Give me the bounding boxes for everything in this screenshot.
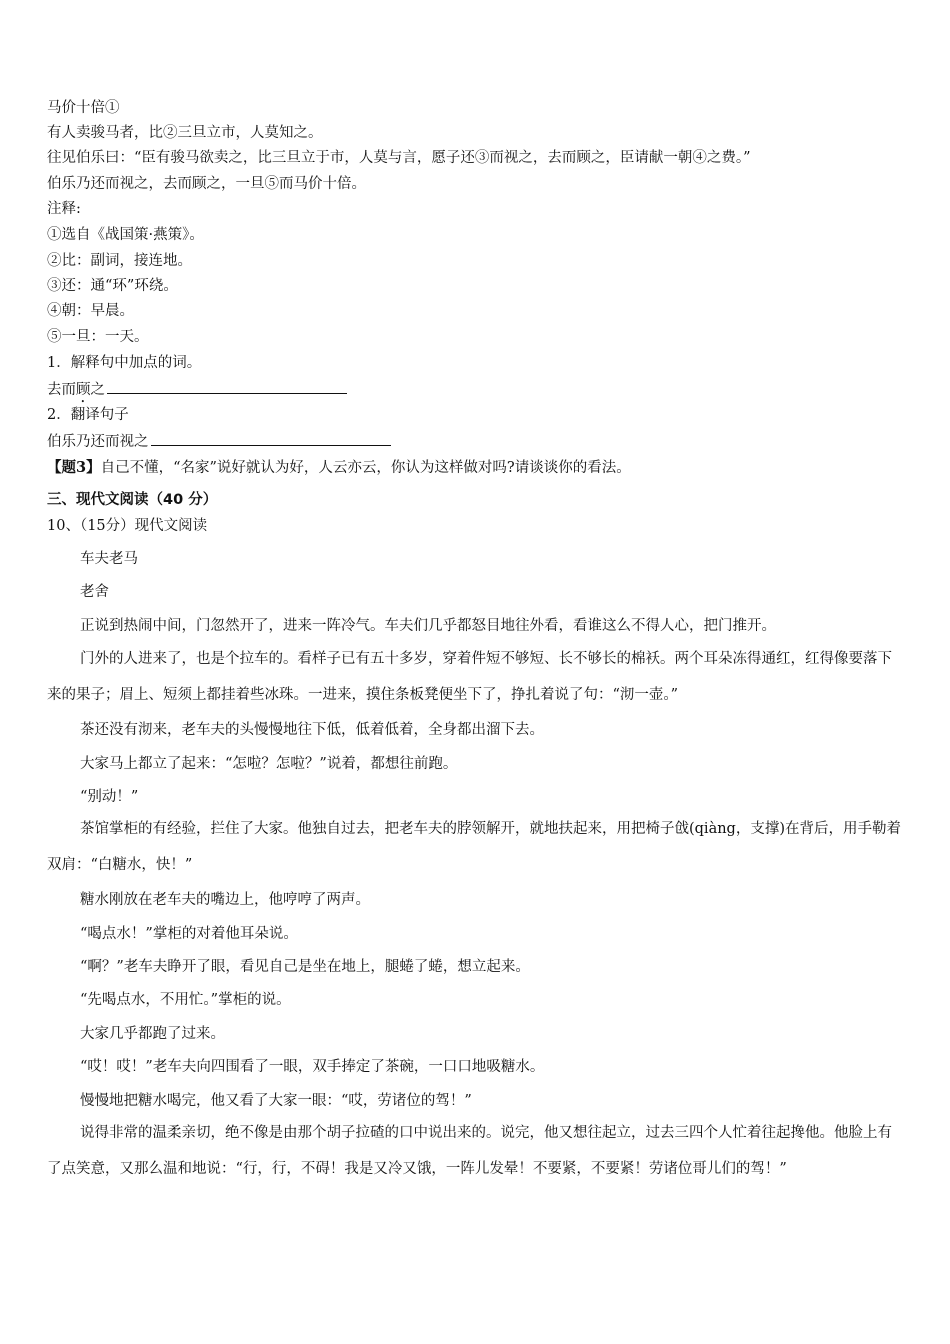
question-1-line [47,379,347,406]
classical-line-2: 往见伯乐曰：“臣有骏马欲卖之，比三旦立于市，人莫与言，愿子还③而视之，去而顾之，臣请献一朝④之费。” [47,150,751,166]
section-3-subheading: 10、（15分）现代文阅读 [47,518,208,534]
story-paragraph-3: 茶还没有沏来，老车夫的头慢慢地往下低，低着低着，全身都出溜下去。 [80,722,544,738]
question-3 [47,458,631,478]
story-paragraph-12: “哎！哎！”老车夫向四围看了一眼，双手捧定了茶碗，一口口地吸糖水。 [80,1059,545,1075]
story-paragraph-8: “喝点水！”掌柜的对着他耳朵说。 [80,926,298,942]
answer-blank-2[interactable] [151,431,391,446]
note-item-5: ⑤一旦：一天。 [47,329,149,345]
story-paragraph-2: 门外的人进来了，也是个拉车的。看样子已有五十多岁，穿着件短不够短、长不够长的棉袄。两个耳朵冻得通红，红得像要落下来的果子；眉上、短须上都挂着些冰珠。一进来，摸住条板凳便坐下了，挣扎着说了句：“沏一壶。” [47,651,892,703]
question-1-dotted-word: 顾 [76,382,91,398]
question-2-line [47,431,391,452]
question-1-label: 1．解释句中加点的词。 [47,355,202,371]
story-paragraph-10: “先喝点水，不用忙。”掌柜的说。 [80,992,291,1008]
story-paragraph-6: 茶馆掌柜的有经验，拦住了大家。他独自过去，把老车夫的脖领解开，就地扶起来，用把椅子戗(qiàng，支撑)在背后，用手勒着双肩：“白糖水，快！” [47,821,901,873]
classical-line-3: 伯乐乃还而视之，去而顾之，一旦⑤而马价十倍。 [47,176,366,192]
story-title: 车夫老马 [80,551,138,567]
story-author: 老舍 [80,584,109,600]
answer-blank-1[interactable] [107,379,347,394]
classical-line-1: 有人卖骏马者，比②三旦立市，人莫知之。 [47,125,323,141]
story-paragraph-7: 糖水刚放在老车夫的嘴边上，他哼哼了两声。 [80,892,370,908]
story-paragraph-5: “别动！” [80,789,139,805]
classical-title: 马价十倍① [47,100,120,116]
note-item-2: ②比：副词，接连地。 [47,253,192,269]
question-3-text: 自己不懂，“名家”说好就认为好，人云亦云，你认为这样做对吗?请谈谈你的看法。 [100,460,631,476]
story-paragraph-13: 慢慢地把糖水喝完，他又看了大家一眼：“哎，劳诸位的驾！” [80,1093,472,1109]
section-3-heading: 三、现代文阅读（40 分） [47,492,218,508]
question-2-label: 2．翻译句子 [47,407,129,423]
story-paragraph-14: 说得非常的温柔亲切，绝不像是由那个胡子拉碴的口中说出来的。说完，他又想往起立，过去三四个人忙着往起搀他。他脸上有了点笑意，又那么温和地说：“行，行，不碍！我是又冷又饿，一阵儿发晕！不要紧，不要紧！劳诸位哥儿们的驾！” [47,1125,892,1177]
story-paragraph-11: 大家几乎都跑了过来。 [80,1026,225,1042]
note-item-1: ①选自《战国策·燕策》。 [47,227,204,243]
question-1-prefix: 去而 [47,382,76,398]
note-item-3: ③还：通“环”环绕。 [47,278,178,294]
story-paragraph-4: 大家马上都立了起来：“怎啦？怎啦？”说着，都想往前跑。 [80,756,458,772]
notes-heading: 注释: [47,201,81,217]
question-1-suffix: 之 [90,382,105,398]
note-item-4: ④朝：早晨。 [47,303,134,319]
story-paragraph-9: “啊？”老车夫睁开了眼，看见自己是坐在地上，腿蜷了蜷，想立起来。 [80,959,530,975]
question-3-tag: 【题3】 [47,459,101,476]
question-2-text: 伯乐乃还而视之 [47,434,149,450]
story-paragraph-1: 正说到热闹中间，门忽然开了，进来一阵冷气。车夫们几乎都怒目地往外看，看谁这么不得人心，把门推开。 [80,618,776,634]
